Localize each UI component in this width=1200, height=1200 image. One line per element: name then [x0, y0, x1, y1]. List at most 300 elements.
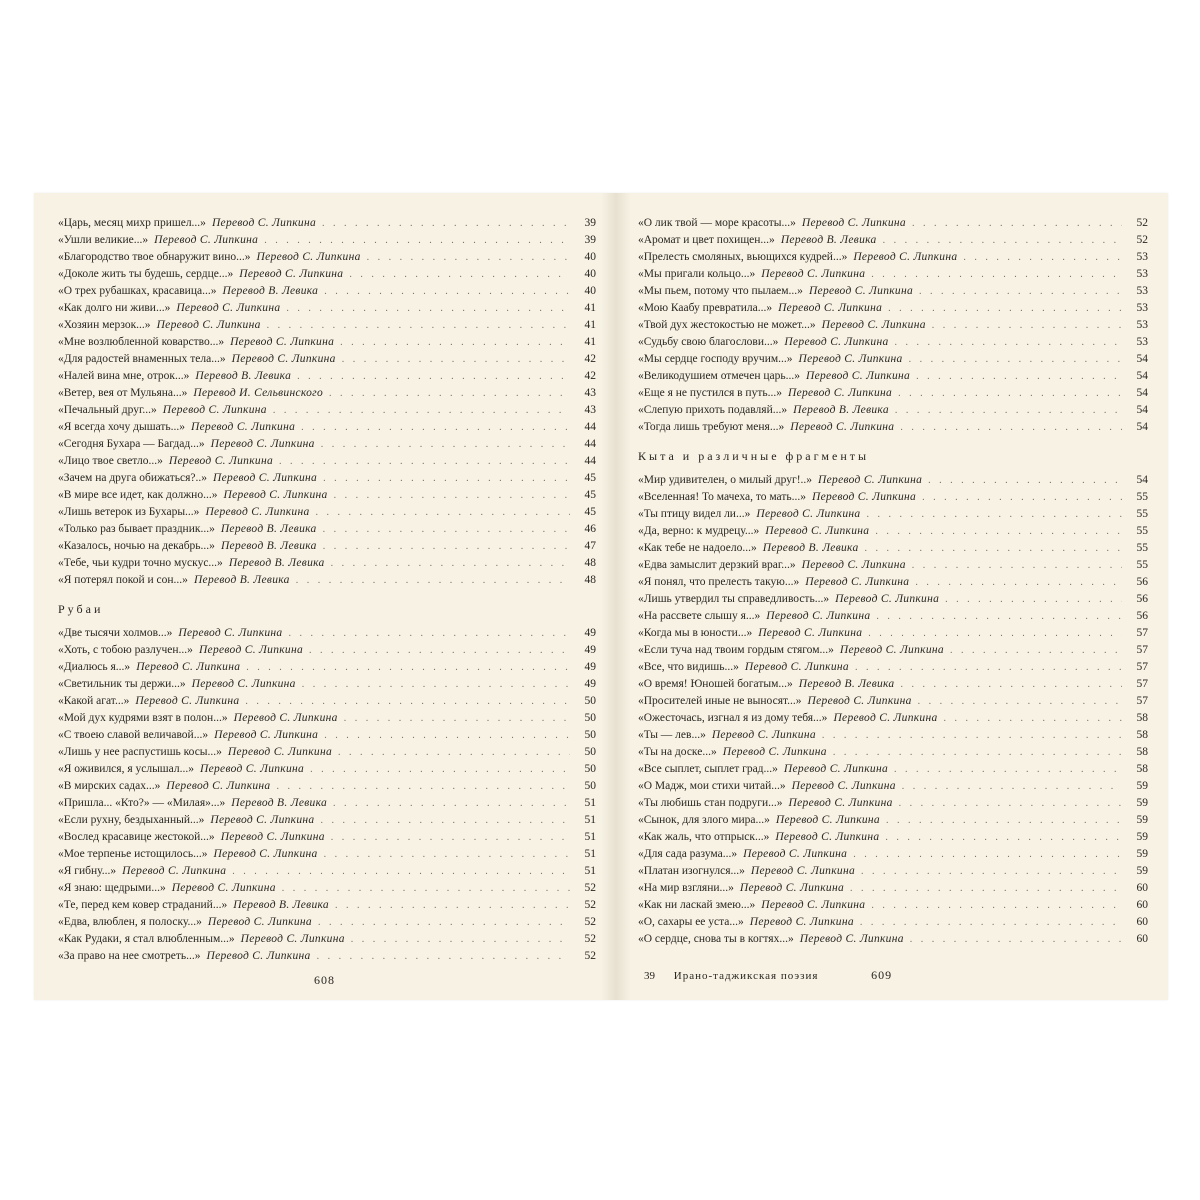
toc-entry [58, 470, 596, 487]
toc-entry [638, 608, 1148, 625]
toc-entry [638, 368, 1148, 385]
entry-page-number: 41 [584, 319, 596, 331]
entry-title: «О сердце, снова ты в когтях...» [638, 933, 794, 945]
entry-translator: Перевод С. Липкина [168, 455, 273, 467]
toc-entry [58, 710, 596, 727]
entry-page-number: 52 [584, 933, 596, 945]
dot-leader [288, 625, 570, 642]
dot-leader [333, 795, 570, 812]
entry-title: «Мне возлюбленной коварство...» [58, 336, 225, 348]
entry-translator: Перевод С. Липкина [135, 695, 240, 707]
dot-leader [323, 470, 570, 487]
dot-leader [871, 266, 1122, 283]
entry-title: «Налей вина мне, отрок...» [58, 370, 190, 382]
entry-page-number: 52 [584, 899, 596, 911]
toc-entry [58, 334, 596, 351]
dot-leader [344, 710, 570, 727]
entry-page-number: 57 [1136, 661, 1148, 673]
entry-title: «Мир удивителен, о милый друг!..» [638, 474, 813, 486]
entry-title: «Те, перед кем ковер страданий...» [58, 899, 228, 911]
entry-translator: Перевод С. Липкина [778, 302, 883, 314]
toc-entry [638, 880, 1148, 897]
entry-title: «Печальный друг...» [58, 404, 157, 416]
entry-page-number: 50 [584, 712, 596, 724]
dot-leader [915, 574, 1122, 591]
dot-leader [331, 829, 570, 846]
entry-title: «Если рухну, бездыханный...» [58, 814, 205, 826]
entry-translator: Перевод С. Липкина [136, 661, 241, 673]
entry-translator: Перевод С. Липкина [722, 746, 827, 758]
entry-translator: Перевод С. Липкина [191, 421, 296, 433]
entry-page-number: 44 [584, 455, 596, 467]
left-page-number: 608 [314, 973, 335, 987]
toc-entry [638, 334, 1148, 351]
dot-leader [860, 914, 1122, 931]
entry-translator: Перевод С. Липкина [775, 814, 880, 826]
toc-entry [638, 829, 1148, 846]
dot-leader [922, 489, 1122, 506]
toc-entry [638, 506, 1148, 523]
toc-entry [638, 761, 1148, 778]
entry-page-number: 44 [584, 438, 596, 450]
entry-title: «С твоею славой величавой...» [58, 729, 209, 741]
entry-translator: Перевод С. Липкина [211, 217, 317, 229]
running-footer: Ирано-таджикская поэзия [673, 970, 819, 982]
entry-page-number: 41 [584, 336, 596, 348]
entry-title: «Как Рудаки, я стал влюбленным...» [58, 933, 235, 945]
toc-entry [58, 829, 596, 846]
dot-leader [876, 608, 1122, 625]
entry-translator: Перевод С. Липкина [711, 729, 816, 741]
entry-translator: Перевод С. Липкина [749, 916, 854, 928]
entry-page-number: 49 [584, 627, 596, 639]
left-entries-bottom [58, 625, 596, 965]
toc-entry [638, 574, 1148, 591]
entry-translator: Перевод С. Липкина [256, 251, 361, 263]
entry-title: «О трех рубашках, красавица...» [58, 285, 217, 297]
entry-translator: Перевод С. Липкина [122, 865, 227, 877]
entry-page-number: 47 [584, 540, 596, 552]
entry-title: «Твой дух жестокостью не может...» [638, 319, 816, 331]
toc-entry [638, 489, 1148, 506]
entry-translator: Перевод В. Левика [231, 797, 328, 809]
dot-leader [324, 727, 570, 744]
entry-page-number: 59 [1136, 848, 1148, 860]
entry-title: «О Мадж, мои стихи читай...» [638, 780, 786, 792]
entry-page-number: 45 [584, 506, 596, 518]
entry-translator: Перевод С. Липкина [220, 831, 325, 843]
entry-title: «Как тебе не надоело...» [638, 542, 757, 554]
dot-leader [302, 676, 570, 693]
toc-entry [58, 761, 596, 778]
entry-translator: Перевод С. Липкина [801, 217, 906, 229]
entry-translator: Перевод С. Липкина [156, 319, 261, 331]
toc-entry [638, 863, 1148, 880]
dot-leader [331, 555, 570, 572]
entry-title: «Еще я не пустился в путь...» [638, 387, 782, 399]
entry-translator: Перевод С. Липкина [206, 950, 311, 962]
entry-translator: Перевод С. Липкина [223, 489, 328, 501]
dot-leader [918, 693, 1122, 710]
entry-title: «Тебе, чьи кудри точно мускус...» [58, 557, 223, 569]
entry-title: «Зачем на друга обижаться?..» [58, 472, 208, 484]
toc-entry [638, 744, 1148, 761]
dot-leader [245, 693, 570, 710]
entry-page-number: 59 [1136, 814, 1148, 826]
toc-entry [58, 232, 596, 249]
toc-entry [638, 642, 1148, 659]
entry-title: «Пришла... «Кто?» — «Милая»...» [58, 797, 226, 809]
toc-entry [58, 642, 596, 659]
toc-entry [58, 676, 596, 693]
dot-leader [367, 249, 570, 266]
entry-page-number: 52 [1136, 217, 1148, 229]
entry-page-number: 53 [1136, 268, 1148, 280]
toc-entry [638, 710, 1148, 727]
dot-leader [296, 572, 570, 589]
dot-leader [909, 351, 1122, 368]
dot-leader [900, 419, 1122, 436]
dot-leader [868, 625, 1122, 642]
entry-title: «Судьбу свою благослови...» [638, 336, 779, 348]
entry-title: «На мир взгляни...» [638, 882, 734, 894]
entry-title: «Мою Каабу превратила...» [638, 302, 773, 314]
toc-entry [638, 727, 1148, 744]
dot-leader [329, 385, 570, 402]
entry-page-number: 58 [1136, 729, 1148, 741]
entry-page-number: 56 [1136, 610, 1148, 622]
toc-entry [638, 778, 1148, 795]
entry-page-number: 56 [1136, 576, 1148, 588]
entry-title: «Мое терпенье истощилось...» [58, 848, 208, 860]
toc-entry [58, 538, 596, 555]
entry-translator: Перевод С. Липкина [784, 336, 889, 348]
toc-entry [58, 317, 596, 334]
entry-translator: Перевод С. Липкина [205, 506, 310, 518]
entry-title: «Я всегда хочу дышать...» [58, 421, 186, 433]
entry-page-number: 52 [584, 882, 596, 894]
entry-title: «Вселенная! То мачеха, то мать...» [638, 491, 806, 503]
dot-leader [282, 880, 570, 897]
toc-entry [58, 914, 596, 931]
dot-leader [323, 538, 570, 555]
entry-title: «За право на нее смотреть...» [58, 950, 201, 962]
entry-translator: Перевод С. Липкина [233, 712, 338, 724]
dot-leader [309, 642, 570, 659]
dot-leader [944, 710, 1122, 727]
entry-title: «Какой агат...» [58, 695, 130, 707]
entry-title: «Едва замыслит дерзкий враг...» [638, 559, 796, 571]
entry-page-number: 59 [1136, 865, 1148, 877]
entry-page-number: 51 [584, 865, 596, 877]
toc-entry [58, 625, 596, 642]
entry-translator: Перевод С. Липкина [758, 627, 863, 639]
entry-page-number: 60 [1136, 882, 1148, 894]
dot-leader [883, 232, 1122, 249]
entry-translator: Перевод С. Липкина [818, 474, 923, 486]
dot-leader [317, 948, 570, 965]
entry-translator: Перевод В. Левика [762, 542, 859, 554]
entry-page-number: 44 [584, 421, 596, 433]
entry-title: «Вослед красавице жестокой...» [58, 831, 215, 843]
entry-page-number: 50 [584, 746, 596, 758]
entry-page-number: 54 [1136, 353, 1148, 365]
dot-leader [279, 453, 570, 470]
toc-entry [638, 523, 1148, 540]
entry-page-number: 59 [1136, 831, 1148, 843]
entry-title: «Как жаль, что отпрыск...» [638, 831, 770, 843]
entry-title: «Я знаю: щедрыми...» [58, 882, 166, 894]
dot-leader [898, 385, 1122, 402]
entry-title: «Мы сердце господу вручим...» [638, 353, 793, 365]
entry-page-number: 48 [584, 557, 596, 569]
entry-page-number: 60 [1136, 916, 1148, 928]
entry-translator: Перевод С. Липкина [761, 899, 866, 911]
dot-leader [932, 317, 1122, 334]
entry-title: «Просителей иные не выносят...» [638, 695, 802, 707]
entry-title: «Я гибну...» [58, 865, 117, 877]
entry-title: «Доколе жить ты будешь, сердце...» [58, 268, 234, 280]
toc-entry [638, 693, 1148, 710]
entry-translator: Перевод С. Липкина [835, 593, 940, 605]
entry-page-number: 42 [584, 370, 596, 382]
toc-entry [638, 812, 1148, 829]
entry-translator: Перевод С. Липкина [230, 336, 335, 348]
dot-leader [264, 232, 570, 249]
toc-entry [58, 948, 596, 965]
toc-entry [638, 540, 1148, 557]
entry-translator: Перевод С. Липкина [799, 933, 904, 945]
entry-translator: Перевод С. Липкина [801, 559, 906, 571]
entry-translator: Перевод С. Липкина [756, 508, 861, 520]
toc-entry [638, 419, 1148, 436]
entry-title: «Ты — лев...» [638, 729, 706, 741]
entry-page-number: 52 [584, 916, 596, 928]
dot-leader [861, 863, 1122, 880]
toc-entry [58, 555, 596, 572]
toc-entry [58, 351, 596, 368]
toc-entry [58, 795, 596, 812]
dot-leader [886, 812, 1122, 829]
toc-entry [638, 625, 1148, 642]
right-page-footer [644, 968, 892, 983]
entry-title: «Ты птицу видел ли...» [638, 508, 751, 520]
entry-translator: Перевод С. Липкина [750, 865, 855, 877]
toc-entry [58, 368, 596, 385]
entry-title: «Мой дух кудрями взят в полон...» [58, 712, 228, 724]
entry-page-number: 58 [1136, 763, 1148, 775]
entry-translator: Перевод С. Липкина [198, 644, 304, 656]
entry-page-number: 51 [584, 797, 596, 809]
entry-translator: Перевод С. Липкина [808, 285, 914, 297]
toc-entry [58, 249, 596, 266]
dot-leader [335, 897, 570, 914]
toc-entry [58, 504, 596, 521]
section-title-rubai: Рубаи [58, 602, 104, 616]
entry-title: «Я понял, что прелесть такую...» [638, 576, 800, 588]
entry-title: «Все сыплет, сыплет град...» [638, 763, 778, 775]
entry-page-number: 55 [1136, 525, 1148, 537]
dot-leader [338, 744, 570, 761]
toc-entry [58, 572, 596, 589]
entry-page-number: 54 [1136, 474, 1148, 486]
entry-title: «Лишь ветерок из Бухары...» [58, 506, 200, 518]
entry-translator: Перевод В. Левика [233, 899, 329, 911]
dot-leader [928, 472, 1122, 489]
toc-entry [638, 914, 1148, 931]
entry-page-number: 51 [584, 848, 596, 860]
entry-page-number: 56 [1136, 593, 1148, 605]
entry-translator: Перевод С. Липкина [798, 353, 903, 365]
entry-title: «Платан изогнулся...» [638, 865, 745, 877]
toc-entry [638, 659, 1148, 676]
entry-translator: Перевод С. Липкина [207, 916, 312, 928]
book-spread [34, 193, 1168, 1000]
entry-title: «Лишь у нее распустишь косы...» [58, 746, 222, 758]
toc-entry [58, 385, 596, 402]
entry-page-number: 57 [1136, 644, 1148, 656]
dot-leader [875, 523, 1122, 540]
dot-leader [318, 914, 570, 931]
entry-page-number: 57 [1136, 627, 1148, 639]
entry-title: «Тогда лишь требуют меня...» [638, 421, 785, 433]
entry-page-number: 39 [584, 234, 596, 246]
entry-translator: Перевод С. Липкина [171, 882, 276, 894]
dot-leader [273, 402, 570, 419]
toc-entry [638, 897, 1148, 914]
dot-leader [267, 317, 570, 334]
right-entries-top [638, 215, 1148, 436]
entry-page-number: 59 [1136, 797, 1148, 809]
signature-mark: 39 [644, 970, 655, 982]
entry-title: «Аромат и цвет похищен...» [638, 234, 775, 246]
entry-translator: Перевод С. Липкина [805, 576, 910, 588]
entry-page-number: 57 [1136, 678, 1148, 690]
entry-translator: Перевод С. Липкина [783, 763, 889, 775]
entry-translator: Перевод С. Липкина [227, 746, 333, 758]
entry-page-number: 50 [584, 780, 596, 792]
toc-entry [58, 931, 596, 948]
entry-title: «Лицо твое светло...» [58, 455, 163, 467]
toc-entry [58, 402, 596, 419]
entry-title: «Когда мы в юности...» [638, 627, 753, 639]
toc-entry [638, 931, 1148, 948]
dot-leader [866, 506, 1122, 523]
toc-entry [638, 676, 1148, 693]
toc-entry [638, 557, 1148, 574]
dot-leader [902, 778, 1122, 795]
entry-page-number: 40 [584, 268, 596, 280]
entry-title: «Хоть, с тобою разлучен...» [58, 644, 193, 656]
entry-translator: Перевод В. Левика [193, 574, 290, 586]
entry-translator: Перевод В. Левика [222, 285, 319, 297]
dot-leader [912, 557, 1122, 574]
dot-leader [888, 300, 1122, 317]
toc-entry [58, 778, 596, 795]
dot-leader [316, 504, 570, 521]
toc-entry [58, 283, 596, 300]
entry-title: «Как долго ни живи...» [58, 302, 171, 314]
toc-entry [58, 812, 596, 829]
entry-page-number: 58 [1136, 712, 1148, 724]
entry-page-number: 57 [1136, 695, 1148, 707]
entry-page-number: 50 [584, 729, 596, 741]
toc-entry [58, 863, 596, 880]
dot-leader [871, 897, 1122, 914]
entry-translator: Перевод С. Липкина [833, 712, 938, 724]
dot-leader [900, 676, 1122, 693]
entry-page-number: 53 [1136, 302, 1148, 314]
toc-entry [58, 215, 596, 232]
toc-entry [58, 727, 596, 744]
left-entries-top [58, 215, 596, 589]
entry-page-number: 52 [584, 950, 596, 962]
dot-leader [232, 863, 570, 880]
entry-translator: Перевод С. Липкина [199, 763, 305, 775]
entry-page-number: 41 [584, 302, 596, 314]
entry-page-number: 43 [584, 387, 596, 399]
entry-translator: Перевод С. Липкина [231, 353, 336, 365]
dot-leader [324, 283, 570, 300]
toc-entry [638, 249, 1148, 266]
entry-title: «Царь, месяц михр пришел...» [58, 217, 206, 229]
entry-translator: Перевод С. Липкина [805, 370, 911, 382]
toc-entry [638, 266, 1148, 283]
dot-leader [351, 931, 570, 948]
entry-translator: Перевод С. Липкина [214, 729, 319, 741]
dot-leader [833, 744, 1122, 761]
entry-title: «Сынок, для злого мира...» [638, 814, 770, 826]
entry-translator: Перевод С. Липкина [788, 797, 893, 809]
dot-leader [286, 300, 570, 317]
entry-page-number: 53 [1136, 336, 1148, 348]
entry-title: «Для сада разума...» [638, 848, 738, 860]
dot-leader [916, 368, 1122, 385]
toc-entry [58, 897, 596, 914]
entry-title: «В мире все идет, как должно...» [58, 489, 218, 501]
dot-leader [342, 351, 570, 368]
dot-leader [963, 249, 1122, 266]
toc-entry [638, 351, 1148, 368]
book-gutter [601, 193, 631, 1000]
dot-leader [895, 334, 1123, 351]
toc-entry [638, 232, 1148, 249]
toc-entry [58, 521, 596, 538]
entry-page-number: 59 [1136, 780, 1148, 792]
dot-leader [301, 419, 570, 436]
entry-title: «Ты на доске...» [638, 746, 717, 758]
entry-translator: Перевод С. Липкина [191, 678, 296, 690]
entry-translator: Перевод С. Липкина [178, 627, 283, 639]
dot-leader [853, 846, 1122, 863]
dot-leader [945, 591, 1122, 608]
entry-translator: Перевод С. Липкина [812, 491, 917, 503]
toc-entry [58, 419, 596, 436]
entry-title: «В мирских садах...» [58, 780, 161, 792]
entry-translator: Перевод В. Левика [220, 540, 317, 552]
entry-page-number: 60 [1136, 933, 1148, 945]
entry-page-number: 50 [584, 695, 596, 707]
dot-leader [910, 931, 1122, 948]
entry-translator: Перевод С. Липкина [239, 268, 344, 280]
dot-leader [850, 880, 1122, 897]
entry-page-number: 54 [1136, 370, 1148, 382]
entry-translator: Перевод С. Липкина [166, 780, 271, 792]
entry-title: «Ожесточась, изгнал я из дому тебя...» [638, 712, 828, 724]
toc-entry [58, 266, 596, 283]
entry-translator: Перевод С. Липкина [213, 848, 318, 860]
toc-entry [638, 385, 1148, 402]
